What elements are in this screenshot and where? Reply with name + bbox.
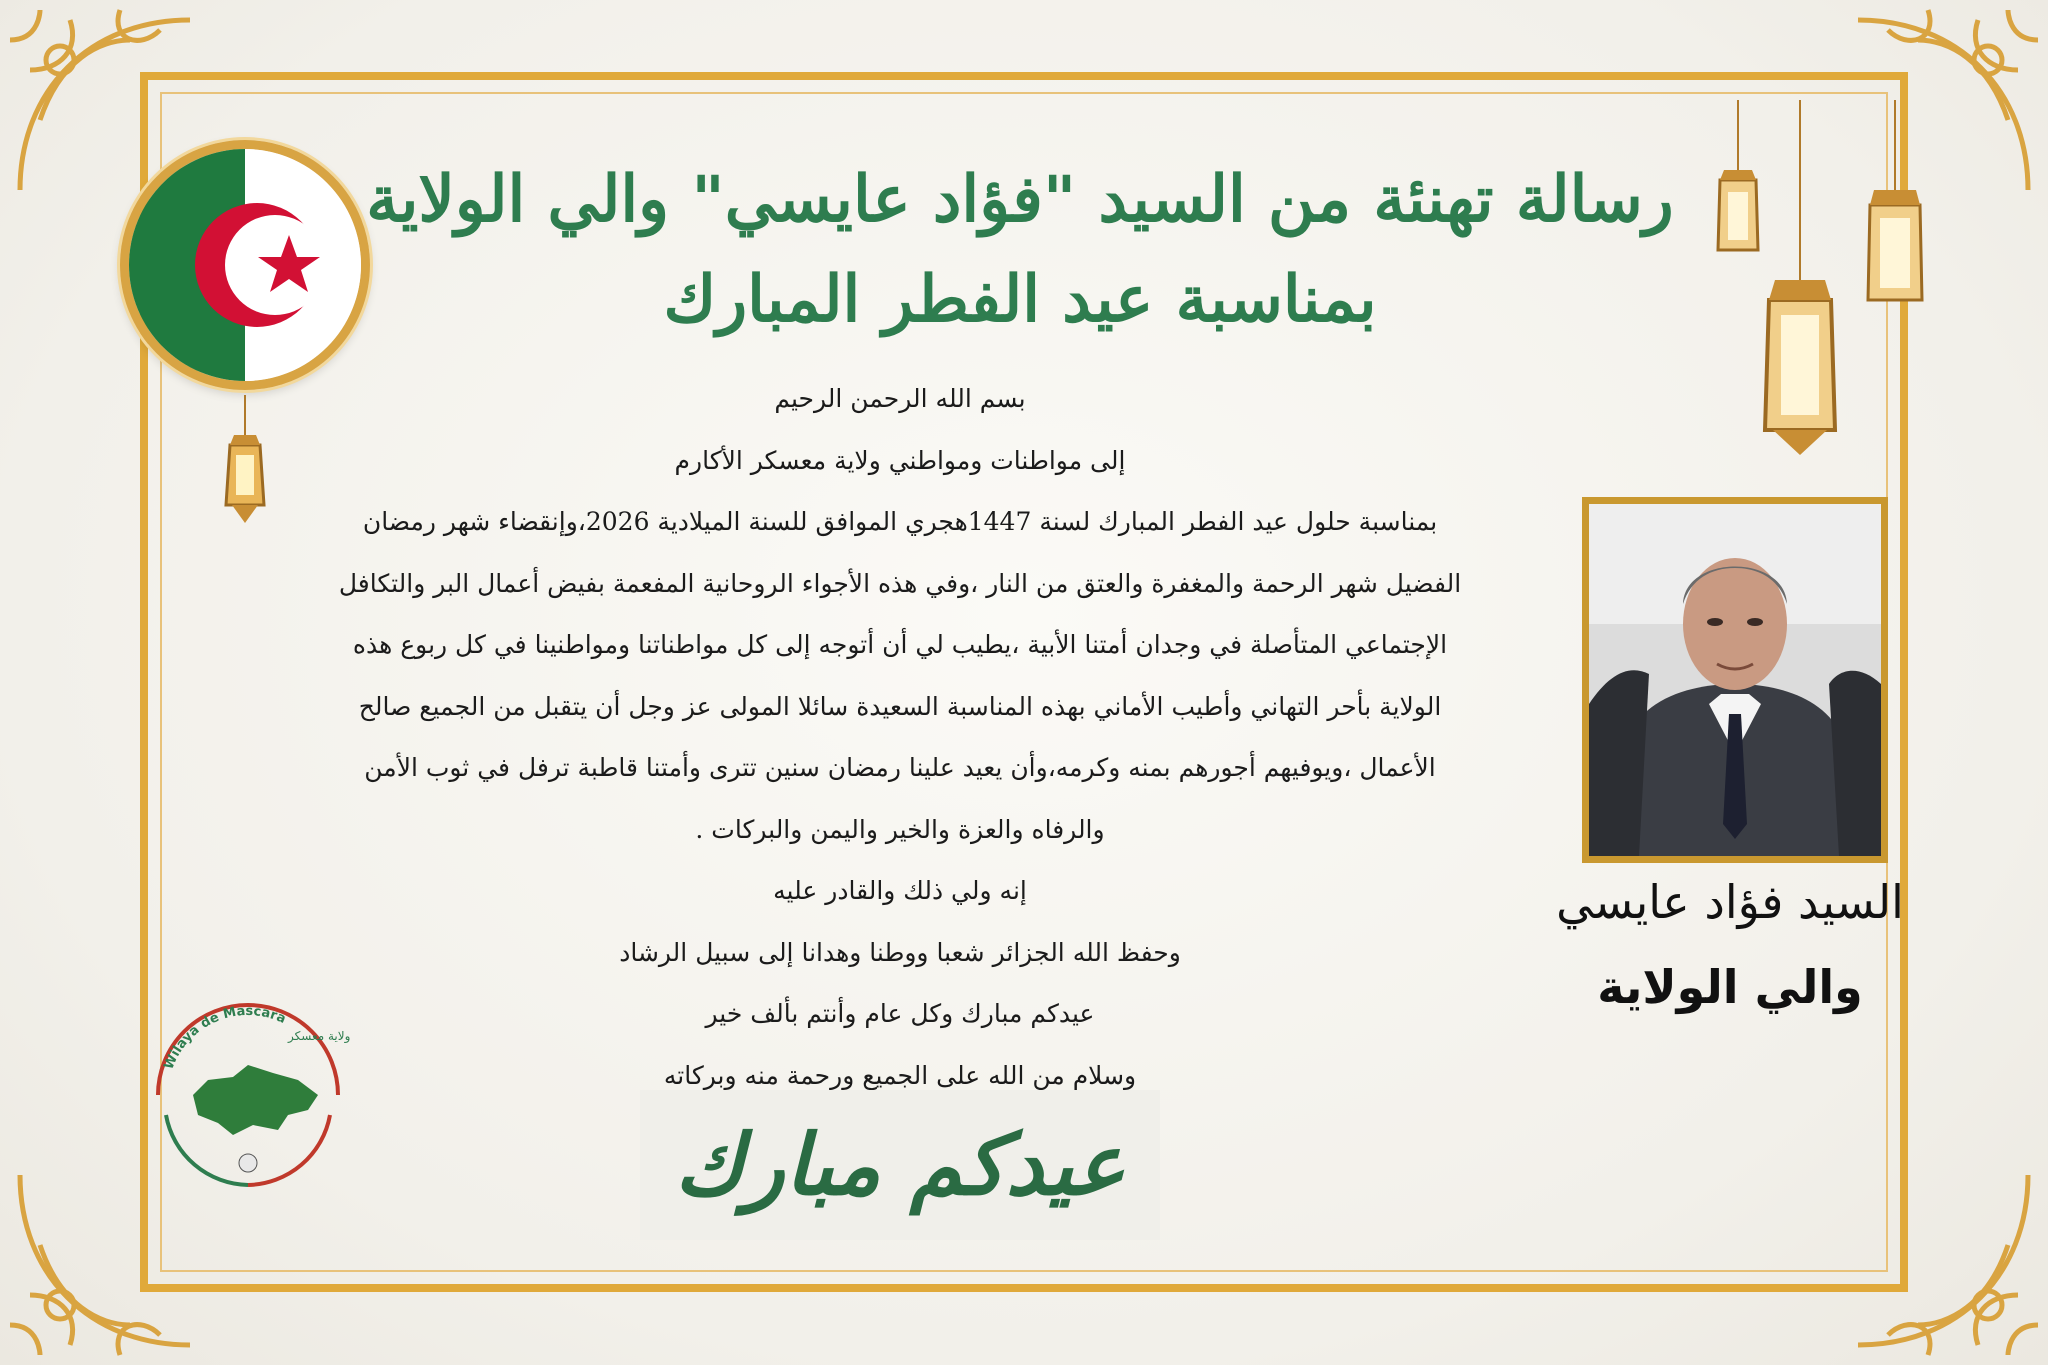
signatory-role: والي الولاية [1597,960,1863,1014]
closing-line: وسلام من الله على الجميع ورحمة منه وبركاته [663,1060,1137,1090]
lantern-icon [1755,100,1845,460]
salutation: إلى مواطنات ومواطني ولاية معسكر الأكارم [674,445,1126,475]
closing-line: وحفظ الله الجزائر شعبا ووطنا وهدانا إلى سبيل الرشاد [619,937,1181,967]
corner-ornament-icon [1838,1155,2048,1365]
letter-line: الإجتماعي المتأصلة في وجدان أمتنا الأبية ،يطيب لي أن أتوجه إلى كل مواطناتنا ومواطنينا في كل ربوع هذه [352,630,1448,659]
closing-line: إنه ولي ذلك والقادر عليه [773,876,1027,905]
title-line-2: بمناسبة عيد الفطر المبارك [663,262,1377,337]
title-line-1: رسالة تهنئة من السيد "فؤاد عايسي" والي الولاية [366,162,1674,237]
logo-text-fr: Wilaya de Mascara [161,1003,289,1072]
lantern-icon [222,395,268,535]
eid-calligraphy: عيدكم مبارك [674,1115,1126,1214]
closing-line: عيدكم مبارك وكل عام وأنتم بألف خير [705,999,1095,1028]
mascara-map-logo [138,985,358,1205]
letter-body [310,368,1490,1106]
logo-text-ar: ولاية معسكر [288,1029,351,1043]
letter-line: الفضيل شهر الرحمة والمغفرة والعتق من النار ،وفي هذه الأجواء الروحانية المفعمة بفيض أعمال البر والتكافل [338,568,1462,598]
letter-line: الأعمال ،ويوفيهم أجورهم بمنه وكرمه،وأن يعيد علينا رمضان سنين تترى وأمتنا قاطبة ترفل في ثوب الأمن [364,753,1436,782]
letter-line: والرفاه والعزة والخير واليمن والبركات . [695,814,1105,844]
eid-calligraphy-banner [640,1090,1160,1240]
page-title [360,150,1680,350]
portrait-photo [1582,497,1888,863]
algerian-flag-icon [120,140,370,390]
letter-line: الولاية بأحر التهاني وأطيب الأماني بهذه المناسبة السعيدة سائلا المولى عز وجل أن يتقبل من الجميع صالح [358,691,1442,721]
svg-text:Wilaya de Mascara [161,1004,288,1072]
lantern-icon [1860,100,1930,320]
letter-line: بمناسبة حلول عيد الفطر المبارك لسنة 1447هجري الموافق للسنة الميلادية 2026،وإنقضاء شهر رمضان [362,507,1438,536]
basmala: بسم الله الرحمن الرحيم [774,384,1026,413]
signatory-name: السيد فؤاد عايسي [1556,875,1904,929]
